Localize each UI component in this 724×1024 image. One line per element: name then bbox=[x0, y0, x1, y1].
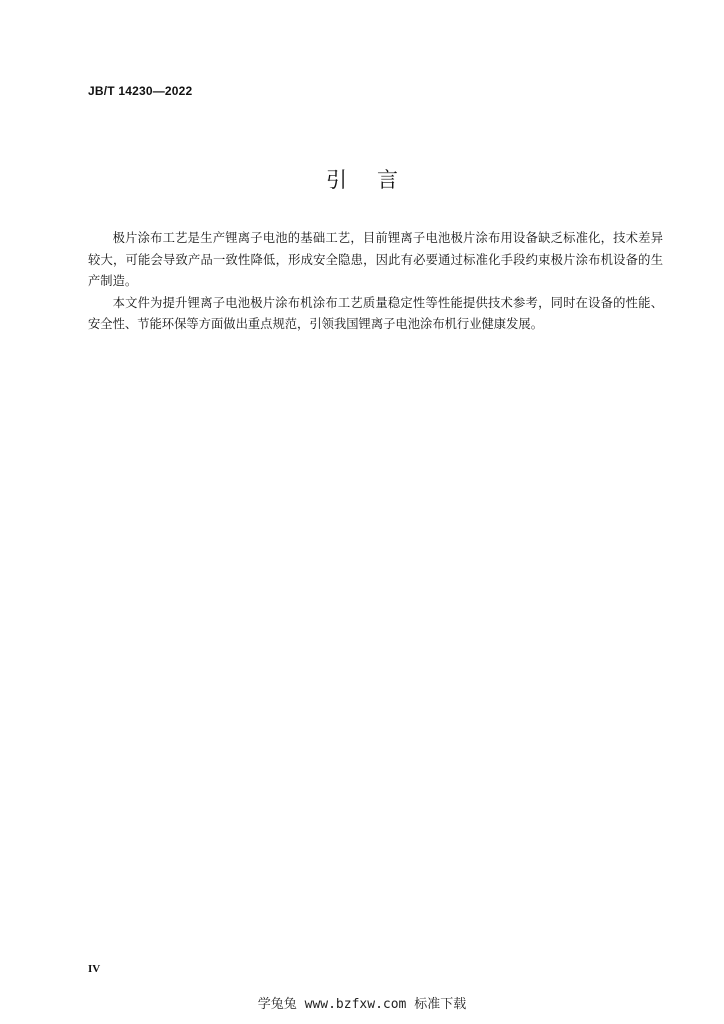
paragraph: 本文件为提升锂离子电池极片涂布机涂布工艺质量稳定性等性能提供技术参考，同时在设备的性能、安全性、节能环保等方面做出重点规范，引领我国锂离子电池涂布机行业健康发展。 bbox=[88, 295, 663, 331]
paragraph: 极片涂布工艺是生产锂离子电池的基础工艺，目前锂离子电池极片涂布用设备缺乏标准化，技术差异较大，可能会导致产品一致性降低，形成安全隐患，因此有必要通过标准化手段约束极片涂布机设备的生产制造。 bbox=[88, 231, 663, 288]
footer-watermark: 学兔兔 www.bzfxw.com 标准下载 bbox=[257, 997, 467, 1012]
document-code: JB/T 14230—2022 bbox=[88, 84, 193, 98]
section-title: 引言 bbox=[326, 168, 428, 192]
page-number: IV bbox=[88, 963, 101, 975]
body-text bbox=[88, 228, 663, 336]
